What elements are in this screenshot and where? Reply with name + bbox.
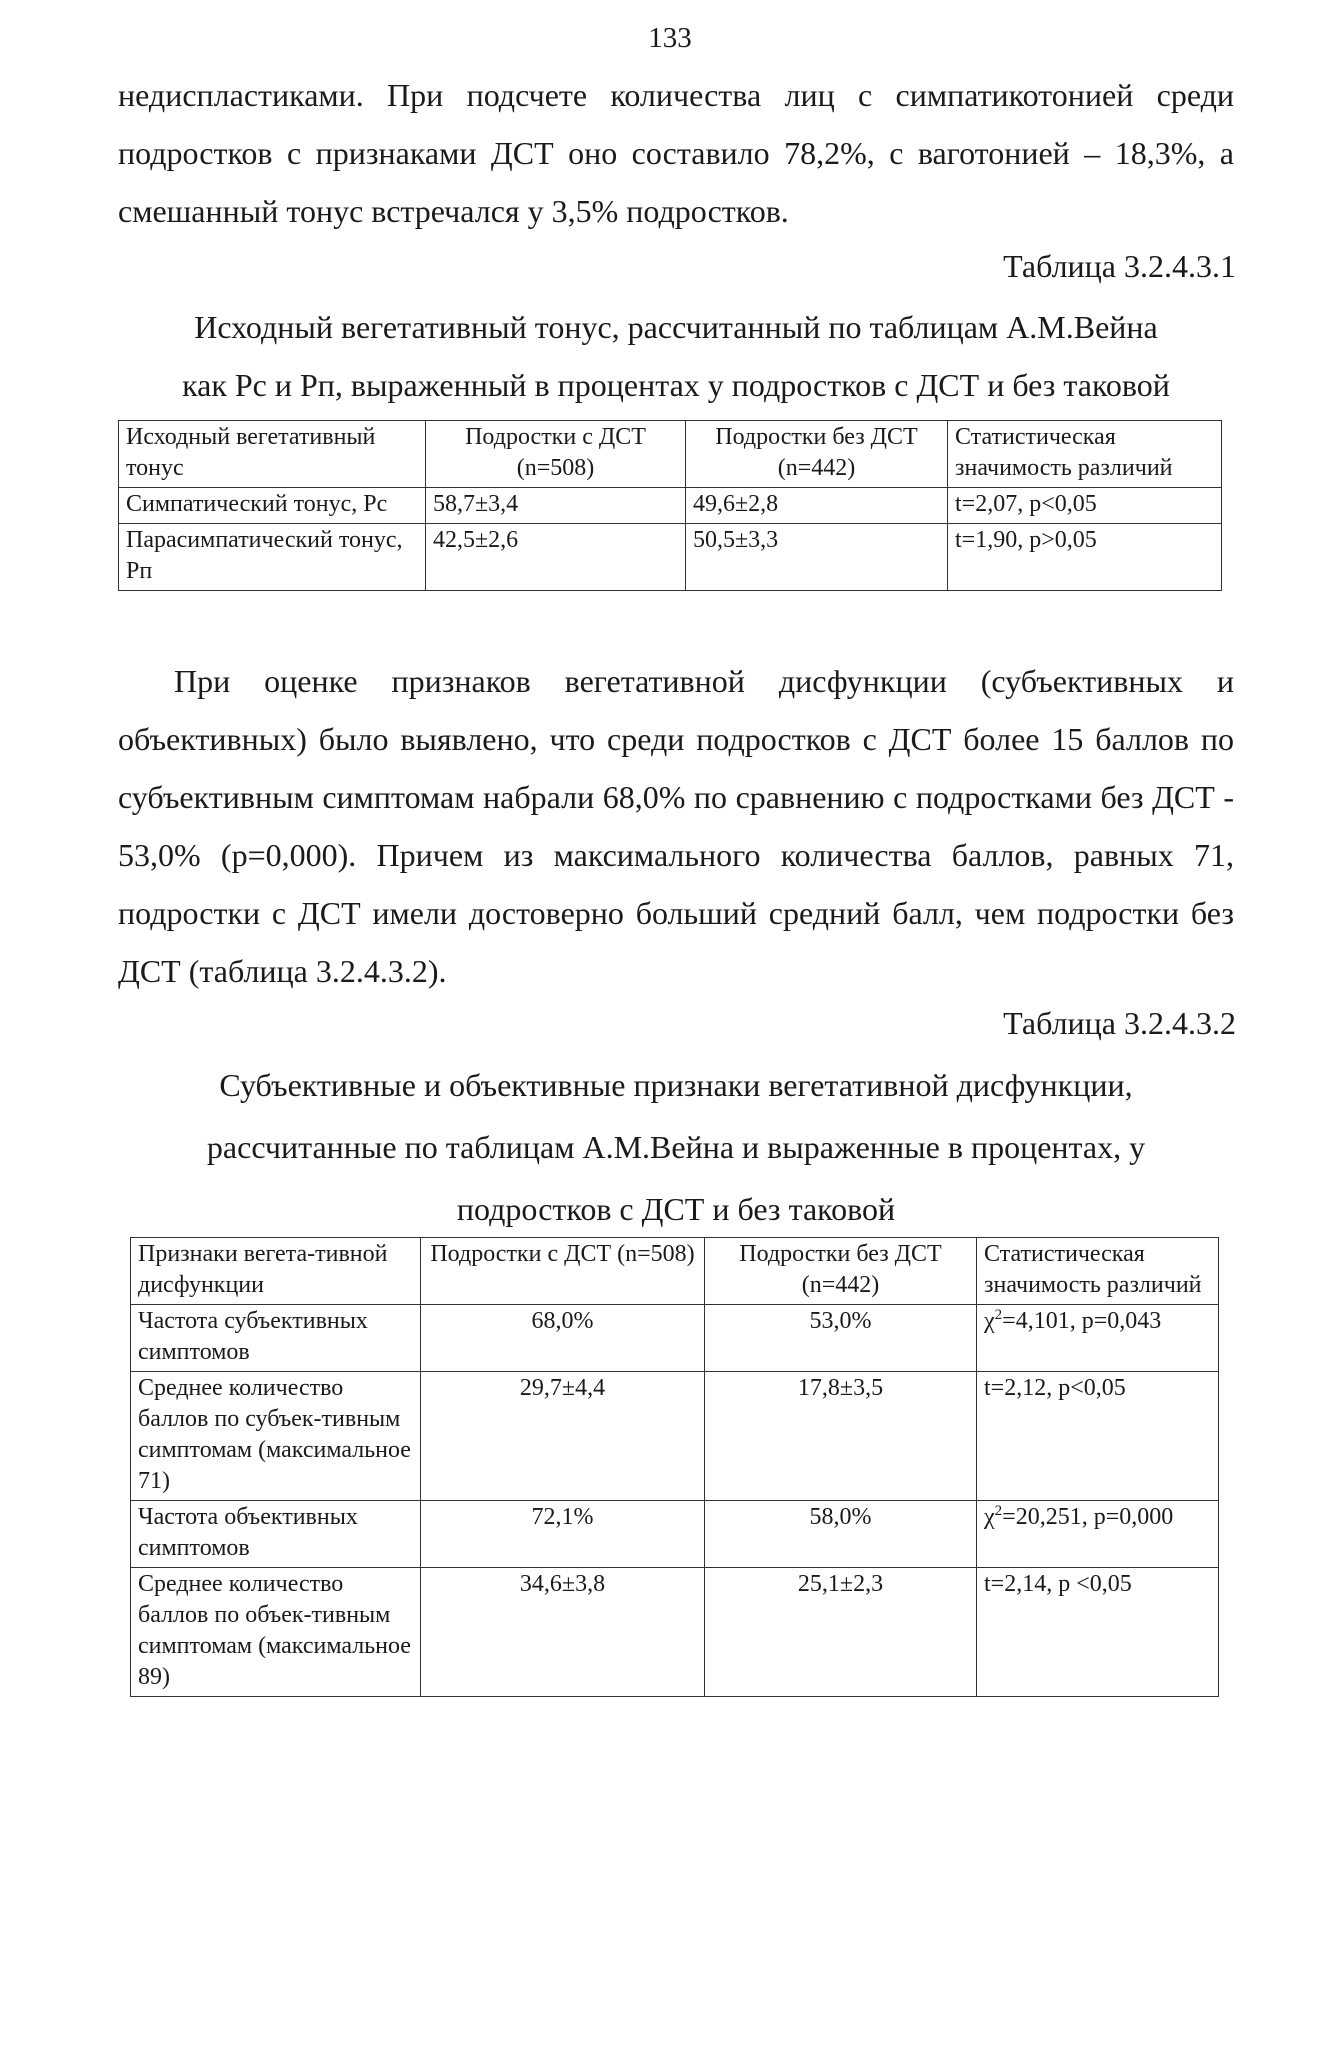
table-row bbox=[119, 524, 1222, 591]
table-2-header-cell: Статистическая значимость различий bbox=[977, 1238, 1219, 1305]
table-cell: Среднее количество баллов по субъек-тивным симптомам (максимальное 71) bbox=[131, 1372, 421, 1501]
superscript-2: 2 bbox=[994, 1503, 1003, 1519]
table-1-header-cell: Статистическая значимость различий bbox=[948, 421, 1222, 488]
table-1-header-cell: Подростки без ДСТ (n=442) bbox=[686, 421, 948, 488]
table-2-caption bbox=[118, 1054, 1234, 1240]
table-cell: 42,5±2,6 bbox=[426, 524, 686, 591]
table-1-header-cell: Подростки с ДСТ (n=508) bbox=[426, 421, 686, 488]
table-cell: t=2,07, p<0,05 bbox=[948, 488, 1222, 524]
table-cell: 53,0% bbox=[705, 1305, 977, 1372]
table-cell: Парасимпатический тонус, Рп bbox=[119, 524, 426, 591]
chi-symbol: χ bbox=[984, 1308, 995, 1334]
chi-symbol: χ bbox=[984, 1504, 995, 1530]
significance-value: =4,101, p=0,043 bbox=[1002, 1308, 1162, 1334]
table-cell: t=1,90, p>0,05 bbox=[948, 524, 1222, 591]
table-cell: Частота субъективных симптомов bbox=[131, 1305, 421, 1372]
table-cell: Симпатический тонус, Рс bbox=[119, 488, 426, 524]
page-number: 133 bbox=[648, 22, 692, 54]
table-cell: 29,7±4,4 bbox=[421, 1372, 705, 1501]
table-row bbox=[131, 1305, 1219, 1372]
table-cell: 25,1±2,3 bbox=[705, 1568, 977, 1697]
table-cell: 72,1% bbox=[421, 1501, 705, 1568]
superscript-2: 2 bbox=[994, 1307, 1003, 1323]
table-2-caption-line-3: подростков с ДСТ и без таковой bbox=[456, 1191, 896, 1227]
table-row bbox=[131, 1568, 1219, 1697]
table-2-header-cell: Подростки с ДСТ (n=508) bbox=[421, 1238, 705, 1305]
table-2-header-cell: Подростки без ДСТ (n=442) bbox=[705, 1238, 977, 1305]
table-2-header-row bbox=[131, 1238, 1219, 1305]
table-cell: 58,0% bbox=[705, 1501, 977, 1568]
table-row bbox=[131, 1501, 1219, 1568]
table-cell: t=2,12, p<0,05 bbox=[977, 1372, 1219, 1501]
table-row bbox=[131, 1372, 1219, 1501]
table-cell: 68,0% bbox=[421, 1305, 705, 1372]
table-cell: 58,7±3,4 bbox=[426, 488, 686, 524]
table-cell: t=2,14, p <0,05 bbox=[977, 1568, 1219, 1697]
table-cell: 17,8±3,5 bbox=[705, 1372, 977, 1501]
paragraph-2: При оценке признаков вегетативной дисфункции (субъективных и объективных) было выявлено, что среди подростков с ДСТ более 15 баллов по субъективным симптомам набрали 68,0% по сравнению с подростками без ДСТ - 53,0% (p=0,000). Причем из максимального количества баллов, равных 71, подростки с ДСТ имели достоверно больший средний балл, чем подростки без ДСТ (таблица 3.2.4.3.2). bbox=[118, 663, 1234, 989]
table-1 bbox=[118, 420, 1222, 591]
table-cell: 49,6±2,8 bbox=[686, 488, 948, 524]
table-1-caption-line-1: Исходный вегетативный тонус, рассчитанный по таблицам А.М.Вейна bbox=[194, 309, 1158, 345]
table-cell: Среднее количество баллов по объек-тивным симптомам (максимальное 89) bbox=[131, 1568, 421, 1697]
table-1-caption bbox=[118, 298, 1234, 414]
table-cell bbox=[977, 1305, 1219, 1372]
table-cell: 50,5±3,3 bbox=[686, 524, 948, 591]
table-1-header-cell: Исходный вегетативный тонус bbox=[119, 421, 426, 488]
table-2-caption-line-2: рассчитанные по таблицам А.М.Вейна и выраженные в процентах, у bbox=[206, 1129, 1146, 1165]
table-2-header-cell: Признаки вегета-тивной дисфункции bbox=[131, 1238, 421, 1305]
table-row bbox=[119, 488, 1222, 524]
table-1-header-row bbox=[119, 421, 1222, 488]
table-2-label: Таблица 3.2.4.3.2 bbox=[1003, 1005, 1236, 1041]
paragraph-1: недиспластиками. При подсчете количества лиц с симпатикотонией среди подростков с признаками ДСТ оно составило 78,2%, с ваготонией – 18,3%, а смешанный тонус встречался у 3,5% подростков. bbox=[118, 77, 1234, 229]
table-cell: 34,6±3,8 bbox=[421, 1568, 705, 1697]
table-1-label: Таблица 3.2.4.3.1 bbox=[1003, 248, 1236, 284]
table-2-caption-line-1: Субъективные и объективные признаки вегетативной дисфункции, bbox=[219, 1067, 1133, 1103]
table-1-caption-line-2: как Рс и Рп, выраженный в процентах у подростков с ДСТ и без таковой bbox=[182, 367, 1170, 403]
table-2 bbox=[130, 1237, 1219, 1697]
table-cell: Частота объективных симптомов bbox=[131, 1501, 421, 1568]
significance-value: =20,251, p=0,000 bbox=[1002, 1504, 1174, 1530]
table-cell bbox=[977, 1501, 1219, 1568]
